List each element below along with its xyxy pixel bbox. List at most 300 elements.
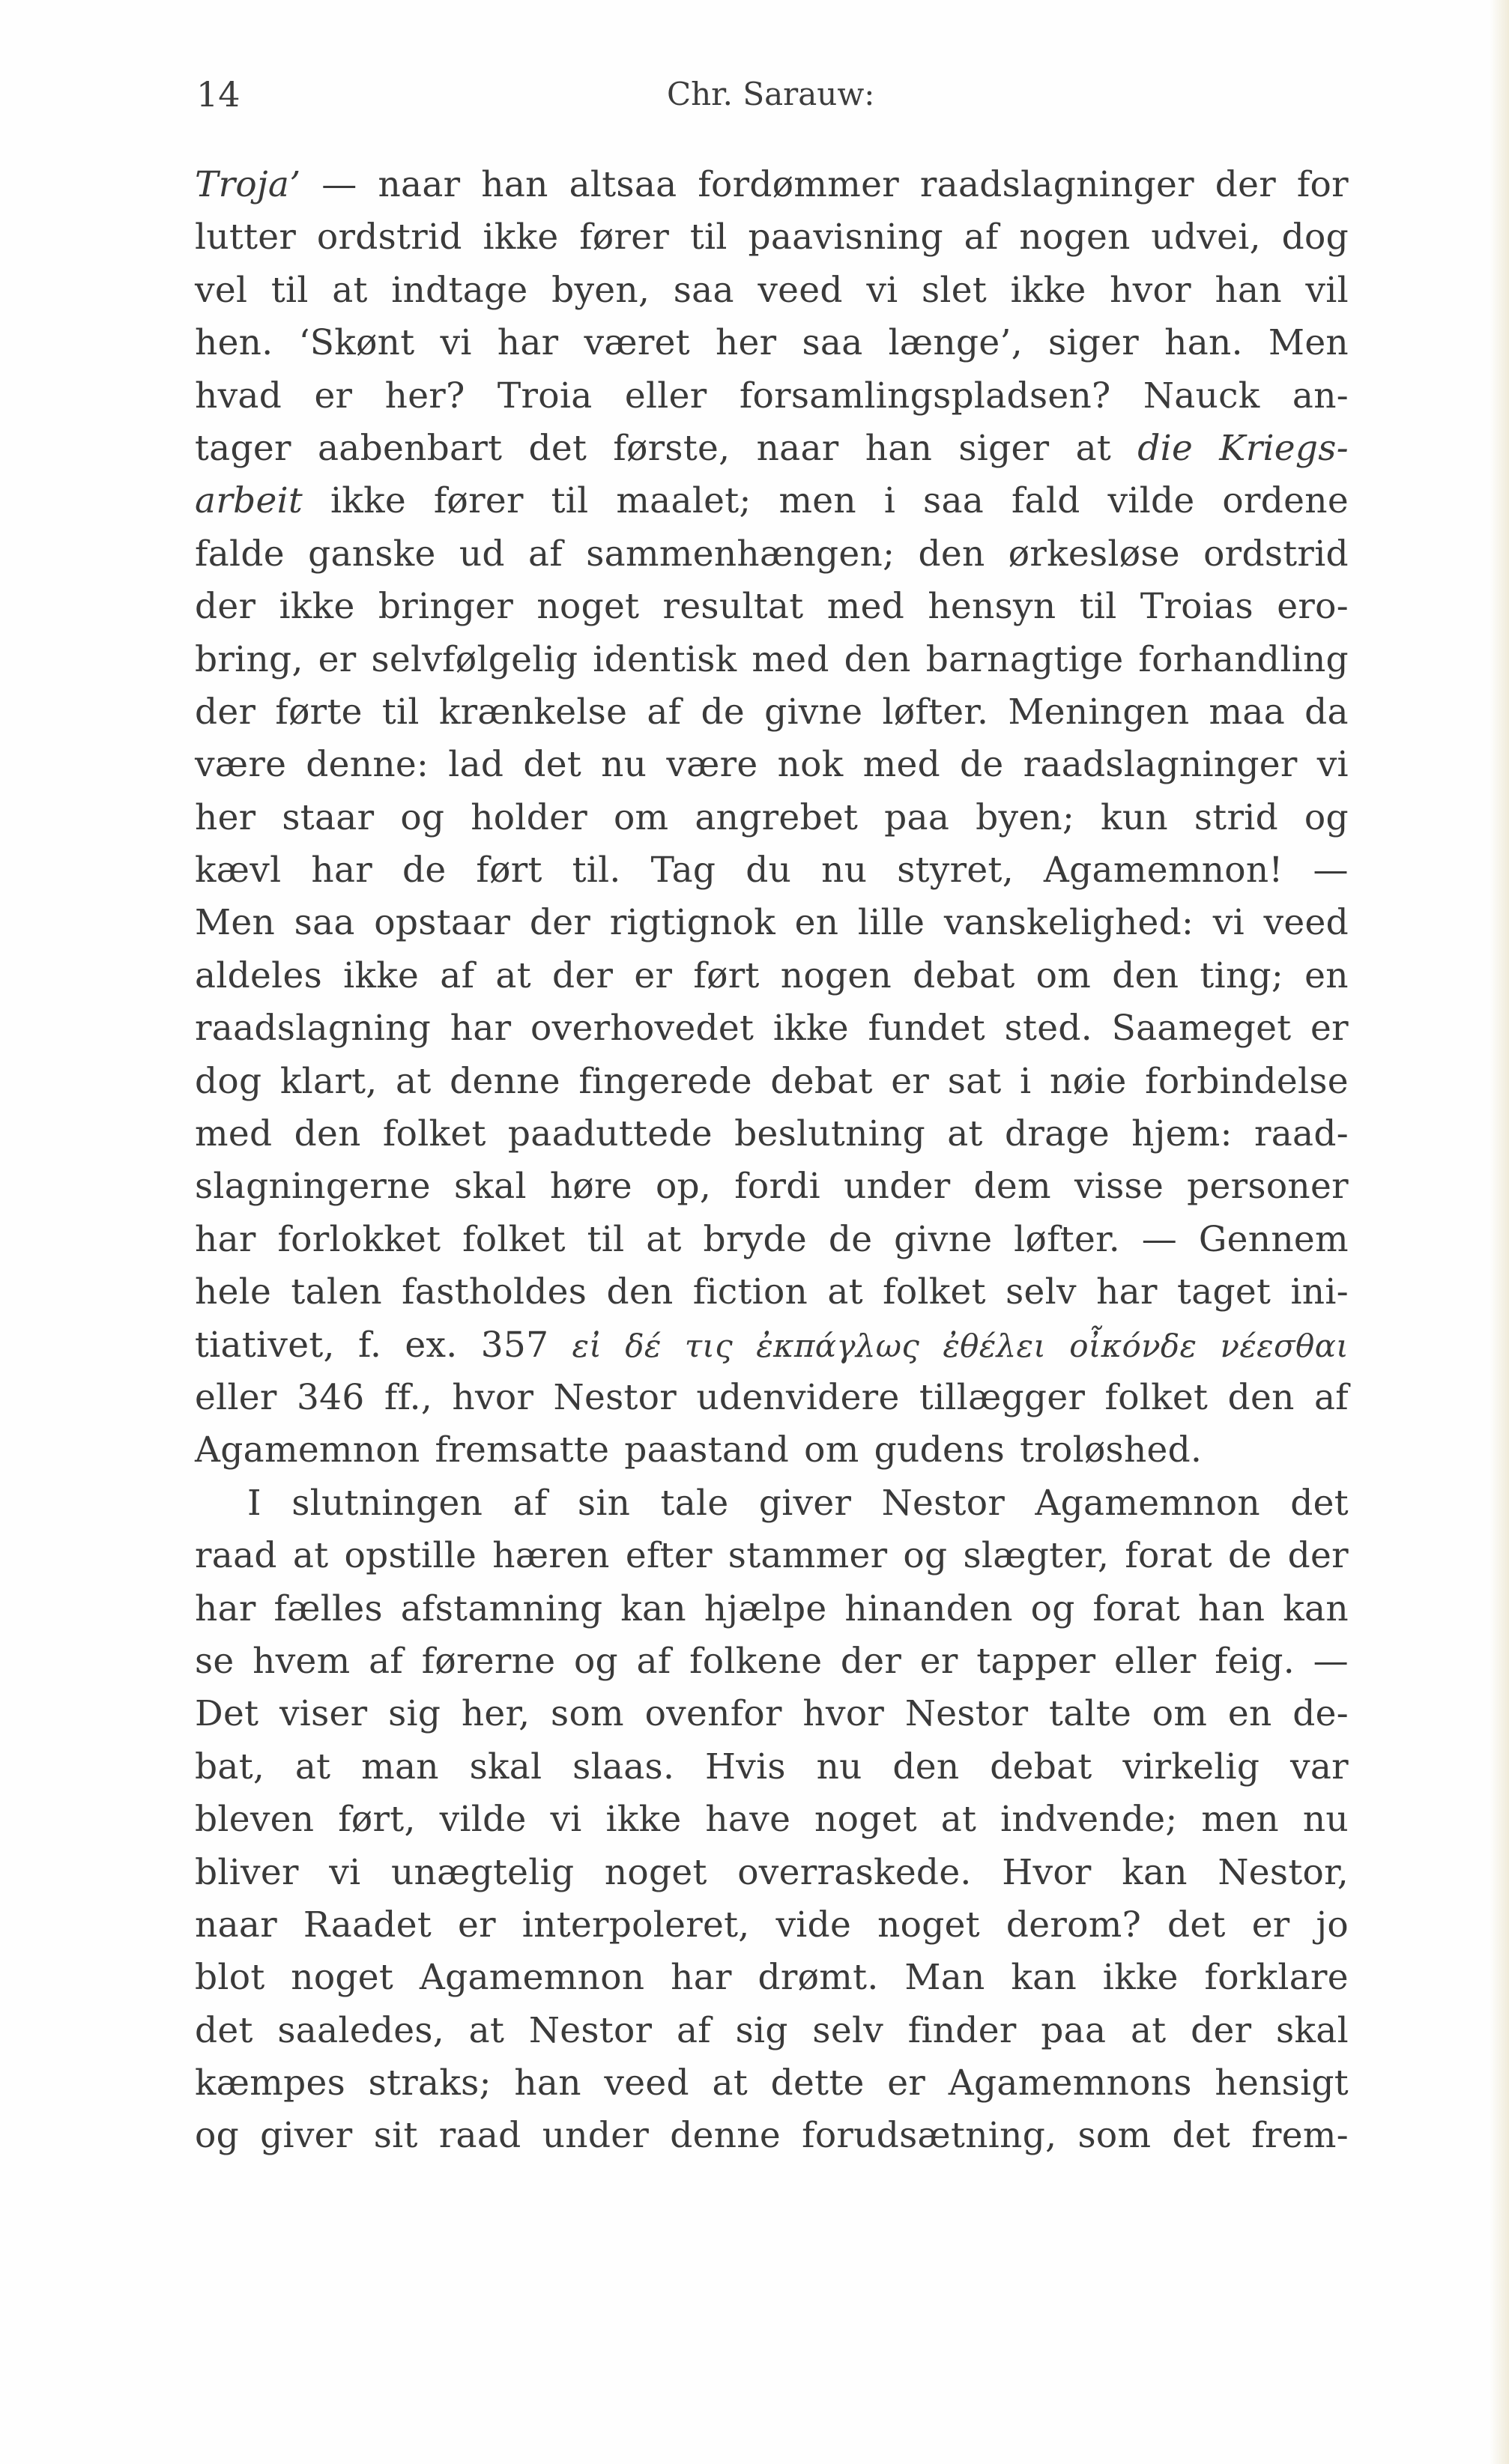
word: vi: [440, 322, 472, 364]
word: 357: [480, 1324, 549, 1366]
word: I: [247, 1482, 261, 1524]
word: saa: [923, 480, 985, 522]
word: altsaa: [569, 164, 677, 205]
word: at: [495, 954, 531, 996]
word: til: [381, 691, 420, 733]
word: opstaar: [374, 902, 511, 944]
word: man: [361, 1746, 439, 1788]
word: er: [457, 1904, 496, 1946]
word: dem: [973, 1166, 1051, 1208]
word: sig: [388, 1693, 441, 1735]
word: byen,: [551, 269, 650, 311]
text-line: [195, 1899, 1349, 1952]
word: er: [314, 375, 353, 417]
word: staar: [282, 796, 375, 838]
word: ovenfor: [644, 1693, 782, 1735]
word: til: [689, 217, 728, 258]
word: paa: [884, 796, 950, 838]
word: paastand: [624, 1429, 790, 1471]
word: Raadet: [303, 1904, 432, 1946]
word: er: [1310, 1008, 1349, 1050]
word: han: [514, 2062, 581, 2104]
text-line: [195, 1319, 1349, 1372]
word: men: [1201, 1799, 1279, 1841]
word: vilde: [1107, 480, 1195, 522]
word: have: [705, 1799, 791, 1841]
word: med: [826, 586, 905, 628]
text-line: [195, 581, 1349, 633]
word: δέ: [625, 1327, 662, 1364]
word: kun: [1101, 796, 1168, 838]
word: om: [1152, 1693, 1208, 1735]
word: styret,: [897, 850, 1014, 892]
text-line: [195, 1266, 1349, 1319]
word: han: [1215, 269, 1282, 311]
word: Gennem: [1198, 1218, 1349, 1260]
word: af: [1313, 1376, 1349, 1418]
word: εἰ: [572, 1327, 602, 1364]
text-line: [195, 1741, 1349, 1793]
word: vide: [775, 1904, 852, 1946]
word: være: [195, 744, 287, 786]
word: hvor: [452, 1376, 534, 1418]
word: har: [311, 850, 373, 892]
word: den: [918, 533, 985, 575]
word: kævl: [195, 850, 282, 892]
word: da: [1304, 691, 1349, 733]
word: med: [195, 1113, 273, 1155]
page-edge-shadow: [1490, 0, 1509, 2464]
word: har: [195, 1587, 256, 1629]
text-line: [195, 792, 1349, 844]
word: om: [1035, 954, 1092, 996]
word: debat: [770, 1060, 873, 1102]
word: hinanden: [844, 1587, 1013, 1629]
word: folket: [1104, 1376, 1209, 1418]
word: fælles: [273, 1587, 383, 1629]
word: unægtelig: [390, 1851, 575, 1893]
word: identisk: [593, 638, 737, 680]
text-line: [195, 1002, 1349, 1055]
word: noget: [877, 1904, 980, 1946]
word: her: [715, 322, 777, 364]
word: med: [752, 638, 829, 680]
word: førte: [275, 691, 363, 733]
word: virkelig: [1122, 1746, 1260, 1788]
text-line: [195, 159, 1349, 211]
word: giver: [260, 2115, 353, 2157]
word: Nestor: [553, 1376, 677, 1418]
word: vi: [1316, 744, 1349, 786]
word: saa: [294, 902, 355, 944]
word: saaledes,: [277, 2009, 445, 2051]
word: talen: [291, 1271, 382, 1313]
word: under: [542, 2115, 650, 2157]
word: οἶκόνδε: [1069, 1327, 1197, 1364]
word: af: [369, 1640, 404, 1682]
word: der: [529, 902, 591, 944]
word: været: [584, 322, 690, 364]
word: til: [1079, 586, 1117, 628]
word: maa: [1209, 691, 1286, 733]
word: Nestor: [881, 1482, 1006, 1524]
word: folket: [382, 1113, 486, 1155]
word: han: [865, 427, 933, 469]
word: nu: [816, 1746, 862, 1788]
word: ikke: [483, 217, 559, 258]
text-line: [195, 1372, 1349, 1424]
word: Men: [195, 902, 276, 944]
word: den: [844, 638, 911, 680]
word: paaduttede: [507, 1113, 713, 1155]
word: Meningen: [1008, 691, 1190, 733]
text-line: [195, 950, 1349, 1002]
word: f.: [357, 1324, 382, 1366]
word: er: [318, 638, 357, 680]
word: lad: [448, 744, 504, 786]
word: givne: [894, 1218, 993, 1260]
word: folket: [462, 1218, 566, 1260]
word: Agamemnon: [1035, 1482, 1260, 1524]
text-line: [195, 1635, 1349, 1688]
word: nu: [601, 744, 647, 786]
word: overhovedet: [530, 1008, 754, 1050]
word: raadslagning: [195, 1008, 432, 1050]
word: bringer: [378, 586, 514, 628]
word: af: [647, 691, 682, 733]
word: fordi: [734, 1166, 821, 1208]
word: som: [551, 1693, 624, 1735]
word: blot: [195, 1957, 265, 1999]
text-line: [195, 1688, 1349, 1740]
word: ikke: [279, 586, 355, 628]
word: bliver: [195, 1851, 299, 1893]
word: den: [1227, 1376, 1295, 1418]
word: frem-: [1251, 2115, 1349, 2157]
word: Troias: [1140, 586, 1254, 628]
word: det: [1167, 1904, 1226, 1946]
word: løfter.: [882, 691, 989, 733]
word: debat: [990, 1746, 1092, 1788]
word: har: [195, 1218, 256, 1260]
text-line: [195, 2005, 1349, 2057]
word: raad: [195, 1535, 277, 1577]
word: finder: [907, 2009, 1017, 2051]
word: veed: [604, 2062, 689, 2104]
word: paa: [1041, 2009, 1107, 2051]
word: har: [1096, 1271, 1158, 1313]
word: noget: [291, 1957, 394, 1999]
word: er: [1251, 1904, 1290, 1946]
word: sin: [577, 1482, 631, 1524]
word: bat,: [195, 1746, 265, 1788]
word: jo: [1316, 1904, 1349, 1946]
word: ørkesløse: [1008, 533, 1180, 575]
body-text: [195, 159, 1349, 2163]
word: han: [1197, 1587, 1265, 1629]
word: ikke: [330, 480, 406, 522]
word: tager: [195, 427, 291, 469]
word: an-: [1292, 375, 1349, 417]
word: at: [947, 1113, 983, 1155]
text-line: [195, 844, 1349, 897]
word: Nestor: [904, 1693, 1029, 1735]
word: de-: [1292, 1693, 1349, 1735]
word: og: [195, 2115, 239, 2157]
text-line: [195, 2057, 1349, 2110]
word: den: [294, 1113, 361, 1155]
word: at: [294, 1746, 331, 1788]
word: forhandling: [1138, 638, 1349, 680]
word: den: [1112, 954, 1179, 996]
word: ikke: [772, 1008, 849, 1050]
word: tiativet,: [195, 1324, 335, 1366]
word: ikke: [605, 1799, 682, 1841]
word: tale: [660, 1482, 729, 1524]
word: denne:: [306, 744, 429, 786]
word: af: [636, 1640, 671, 1682]
word: ting;: [1200, 954, 1284, 996]
word: Agamemnon: [419, 1957, 645, 1999]
word: feig.: [1215, 1640, 1295, 1682]
word: og: [400, 796, 445, 838]
text-line: [195, 2110, 1349, 2162]
word: nogen: [1019, 217, 1131, 258]
word: beslutning: [734, 1113, 925, 1155]
word: fundet: [868, 1008, 985, 1050]
word: at: [940, 1799, 977, 1841]
word: har: [671, 1957, 732, 1999]
word: paavisning: [748, 217, 943, 258]
text-line: [195, 1424, 1349, 1477]
word: ff.,: [384, 1376, 433, 1418]
word: maalet;: [616, 480, 752, 522]
word: det: [523, 744, 582, 786]
word: Troja’: [195, 164, 301, 205]
word: fører: [579, 217, 670, 258]
word: af: [964, 217, 999, 258]
word: byen;: [976, 796, 1075, 838]
word: og: [573, 1640, 618, 1682]
word: ἐκπάγλως: [756, 1327, 920, 1364]
word: falde: [195, 533, 285, 575]
word: ført: [693, 954, 760, 996]
text-line: [195, 264, 1349, 317]
word: —: [1141, 1218, 1178, 1260]
word: at: [1130, 2009, 1167, 2051]
word: de: [402, 850, 447, 892]
word: af: [676, 2009, 711, 2051]
word: førerne: [421, 1640, 556, 1682]
word: hvad: [195, 375, 282, 417]
word: men: [778, 480, 856, 522]
word: Agamemnon!: [1043, 850, 1283, 892]
word: denne: [670, 2115, 781, 2157]
word: veed: [757, 269, 843, 311]
word: det: [195, 2009, 253, 2051]
word: en: [1304, 954, 1349, 996]
word: det: [1290, 1482, 1349, 1524]
word: nogen: [780, 954, 892, 996]
word: —: [321, 164, 357, 205]
word: raadslagninger: [919, 164, 1194, 205]
word: med: [862, 744, 940, 786]
word: rigtignok: [609, 902, 776, 944]
word: denne: [450, 1060, 560, 1102]
word: noget: [536, 586, 640, 628]
word: hvem: [252, 1640, 351, 1682]
word: taget: [1177, 1271, 1271, 1313]
word: strid: [1194, 796, 1278, 838]
word: die: [1137, 427, 1194, 469]
text-line: [195, 528, 1349, 581]
word: en: [1227, 1693, 1272, 1735]
word: hensigt: [1215, 2062, 1349, 2104]
text-line: [195, 317, 1349, 369]
text-line: [195, 1583, 1349, 1635]
word: til.: [572, 850, 621, 892]
word: τις: [684, 1327, 734, 1364]
text-line: [195, 686, 1349, 739]
word: tillægger: [919, 1376, 1086, 1418]
word: her,: [461, 1693, 530, 1735]
word: angrebet: [695, 796, 859, 838]
word: krænkelse: [438, 691, 628, 733]
word: selv: [1006, 1271, 1077, 1313]
word: forat: [1125, 1535, 1212, 1577]
word: der: [1215, 164, 1276, 205]
word: selvfølgelig: [371, 638, 578, 680]
word: til: [551, 480, 589, 522]
word: visse: [1074, 1166, 1164, 1208]
word: nu: [1302, 1799, 1349, 1841]
word: længe’,: [888, 322, 1023, 364]
word: forlokket: [277, 1218, 441, 1260]
word: ἐθέλει: [943, 1327, 1047, 1364]
word: at: [468, 2009, 505, 2051]
word: under: [844, 1166, 951, 1208]
word: den: [892, 1746, 960, 1788]
word: hvor: [802, 1693, 885, 1735]
word: νέεσθαι: [1220, 1327, 1349, 1364]
word: hjem:: [1131, 1113, 1233, 1155]
word: afstamning: [400, 1587, 603, 1629]
word: Agamemnons: [948, 2062, 1192, 2104]
word: der: [1191, 2009, 1252, 2051]
word: ganske: [308, 533, 436, 575]
word: overraskede.: [737, 1851, 972, 1893]
word: at: [646, 1218, 682, 1260]
text-line: [195, 1056, 1349, 1108]
word: Tag: [650, 850, 716, 892]
word: siger: [958, 427, 1050, 469]
word: slaas.: [572, 1746, 675, 1788]
word: af: [528, 533, 563, 575]
word: efter: [625, 1535, 713, 1577]
word: der: [552, 954, 614, 996]
word: ero-: [1277, 586, 1349, 628]
word: forudsætning,: [802, 2115, 1057, 2157]
word: at: [332, 269, 368, 311]
word: slutningen: [291, 1482, 483, 1524]
word: opstille: [344, 1535, 477, 1577]
word: kan: [1122, 1851, 1188, 1893]
word: en: [794, 902, 839, 944]
word: hjælpe: [704, 1587, 827, 1629]
word: Nestor: [528, 2009, 653, 2051]
word: ini-: [1290, 1271, 1349, 1313]
text-line: [195, 211, 1349, 264]
word: Det: [195, 1693, 259, 1735]
word: for: [1296, 164, 1349, 205]
word: der: [195, 586, 256, 628]
word: det: [528, 427, 587, 469]
word: sit: [373, 2115, 418, 2157]
word: lille: [857, 902, 925, 944]
word: kæmpes: [195, 2062, 346, 2104]
word: fører: [433, 480, 524, 522]
word: og: [903, 1535, 948, 1577]
word: ‘Skønt: [298, 322, 415, 364]
word: givne: [764, 691, 863, 733]
word: ikke: [1010, 269, 1086, 311]
word: om: [613, 796, 669, 838]
word: dog: [195, 1060, 262, 1102]
word: folket: [883, 1271, 986, 1313]
word: at: [712, 2062, 749, 2104]
text-line: [195, 1477, 1349, 1530]
word: stammer: [728, 1535, 888, 1577]
word: kan: [1283, 1587, 1349, 1629]
word: forsamlingspladsen?: [739, 375, 1111, 417]
word: aabenbart: [317, 427, 503, 469]
text-line: [195, 1793, 1349, 1846]
text-line: [195, 1530, 1349, 1582]
word: er: [887, 2062, 926, 2104]
word: udenvidere: [696, 1376, 900, 1418]
word: selv: [812, 2009, 884, 2051]
word: han: [481, 164, 548, 205]
word: vil: [1305, 269, 1349, 311]
word: naar: [756, 427, 839, 469]
word: noget: [604, 1851, 707, 1893]
word: arbeit: [195, 480, 303, 522]
word: af: [512, 1482, 548, 1524]
word: hæren: [492, 1535, 610, 1577]
word: her?: [384, 375, 465, 417]
word: fiction: [692, 1271, 808, 1313]
word: til: [587, 1218, 625, 1260]
word: eller: [624, 375, 707, 417]
word: ordstrid: [316, 217, 462, 258]
word: holder: [471, 796, 588, 838]
word: i: [1020, 1060, 1032, 1102]
word: vi: [1212, 902, 1245, 944]
word: vanskelighed:: [943, 902, 1194, 944]
word: fastholdes: [402, 1271, 587, 1313]
word: bring,: [195, 638, 303, 680]
word: fingerede: [578, 1060, 752, 1102]
word: troløshed.: [1020, 1429, 1203, 1471]
word: —: [1313, 1640, 1349, 1682]
word: hen.: [195, 322, 273, 364]
word: løfter.: [1014, 1218, 1120, 1260]
word: forbindelse: [1145, 1060, 1349, 1102]
text-line: [195, 1160, 1349, 1213]
text-line: [195, 739, 1349, 791]
word: dog: [1281, 217, 1349, 258]
word: saa: [802, 322, 863, 364]
